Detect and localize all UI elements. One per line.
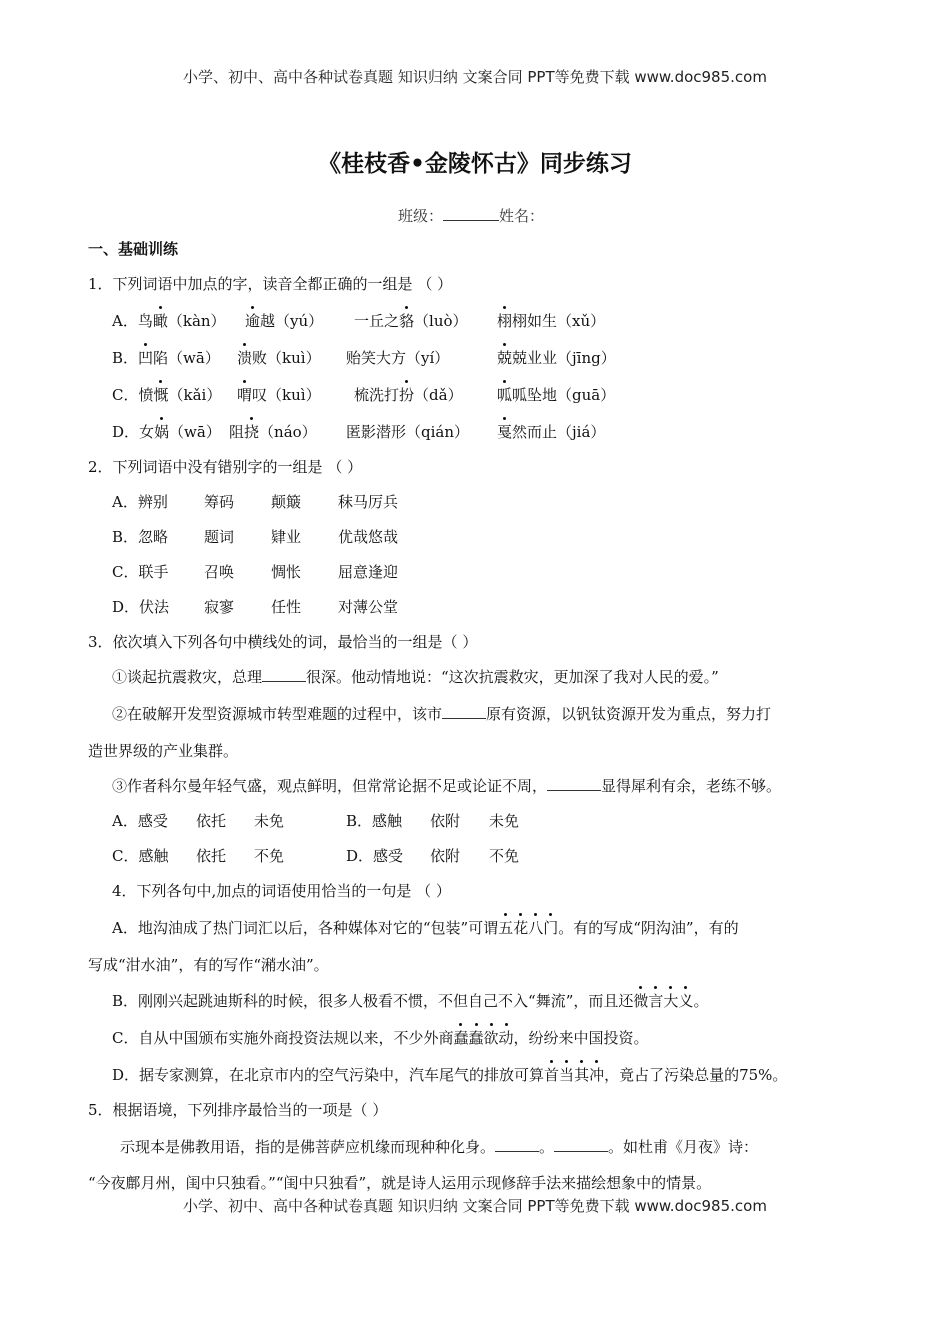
q1-option-c-4: 呱呱坠地（guā）: [497, 386, 616, 404]
q1-option-b-3: 贻笑大方（yí）: [346, 349, 450, 367]
q3-sentence-2: ②在破解开发型资源城市转型难题的过程中，该市 原有资源，以钒钛资源开发为重点，努力打: [112, 705, 772, 723]
page-title: 《桂枝香•金陵怀古》同步练习: [318, 151, 632, 177]
q2-d-3: 任性: [271, 598, 302, 616]
q5-blank-1: [495, 1137, 539, 1152]
q2-stem: 2．下列词语中没有错别字的一组是 （ ）: [88, 458, 363, 476]
q3-opt-a-2: 依托: [196, 812, 227, 830]
q3-sentence-1: ①谈起抗震救灾，总理 很深。他动情地说：“这次抗震救灾，更加深了我对人民的爱。”: [112, 668, 719, 686]
q3-opt-a-1: A．感受: [112, 812, 168, 830]
q3-blank-1: [262, 667, 306, 682]
q1-option-a: A．鸟瞰（kàn）: [112, 312, 226, 330]
q3-opt-c-2: 依托: [196, 847, 227, 865]
section-title-basic: 一、基础训练: [88, 240, 179, 258]
q3-opt-b-3: 未免: [489, 812, 520, 830]
q4-c-dotted-idiom: 蠢蠢欲动: [453, 1029, 514, 1047]
q5-stem: 5．根据语境，下列排序最恰当的一项是（ ）: [88, 1101, 388, 1119]
q1-option-c-2: 喟叹（kuì）: [237, 386, 321, 404]
class-label: 班级：: [398, 207, 444, 225]
q3-stem: 3．依次填入下列各句中横线处的词，最恰当的一组是（ ）: [88, 633, 478, 651]
q3-opt-b-1: B．感触: [346, 812, 403, 830]
q1-option-d-2: 阻挠（náo）: [229, 423, 317, 441]
q1-option-a-3: 一丘之貉（luò）: [354, 312, 468, 330]
q4-b-dotted-idiom: 微言大义: [633, 992, 694, 1010]
q4-option-c: C．自从中国颁布实施外商投资法规以来，不少外商蠢蠢欲动，纷纷来中国投资。: [112, 1029, 649, 1047]
q3-sentence-3: ③作者科尔曼年轻气盛，观点鲜明，但常常论据不足或论证不周， 显得犀利有余，老练不够。: [112, 777, 782, 795]
top-banner: 小学、初中、高中各种试卷真题 知识归纳 文案合同 PPT等免费下载 www.doc985.com: [183, 68, 767, 86]
q2-d-4: 对薄公堂: [338, 598, 399, 616]
q2-b-1: B．忽略: [112, 528, 169, 546]
q2-a-2: 筹码: [204, 493, 235, 511]
q2-b-2: 题词: [204, 528, 235, 546]
q1-option-b: B．凹陷（wā）: [112, 349, 220, 367]
q2-c-4: 屈意逢迎: [338, 563, 399, 581]
q3-sentence-2-cont: 造世界级的产业集群。: [88, 742, 239, 760]
q5-paragraph-2: “今夜鄜月州，闺中只独看。”“闺中只独看”，就是诗人运用示现修辞手法来描绘想象中的情景。: [88, 1174, 712, 1192]
q4-option-d: D．据专家测算，在北京市内的空气污染中，汽车尾气的排放可算首当其冲，竟占了污染总量的75%。: [112, 1066, 788, 1084]
q2-b-4: 优哉悠哉: [338, 528, 399, 546]
q3-blank-3: [547, 776, 601, 791]
q2-d-1: D．伏法: [112, 598, 170, 616]
q2-c-3: 惆怅: [271, 563, 302, 581]
q3-blank-2: [442, 704, 486, 719]
q3-opt-a-3: 未免: [254, 812, 285, 830]
q2-a-1: A．辨别: [112, 493, 168, 511]
q4-a-dotted-idiom: 五花八门: [498, 919, 559, 937]
q4-option-a-cont: 写成“泔水油”，有的写作“潲水油”。: [88, 956, 329, 974]
q4-stem: 4．下列各句中,加点的词语使用恰当的一句是 （ ）: [112, 882, 451, 900]
q2-b-3: 肄业: [271, 528, 302, 546]
q1-option-b-2: 溃败（kuì）: [237, 349, 321, 367]
q2-c-1: C．联手: [112, 563, 169, 581]
q1-option-a-4: 栩栩如生（xǔ）: [497, 312, 606, 330]
class-name-line: [398, 205, 544, 226]
q2-a-3: 颠簸: [271, 493, 302, 511]
q3-opt-c-3: 不免: [254, 847, 285, 865]
q3-opt-d-3: 不免: [489, 847, 520, 865]
q4-option-b: B．刚刚兴起跳迪斯科的时候，很多人极看不惯，不但自己不入“舞流”，而且还微言大义。: [112, 992, 709, 1010]
q5-paragraph-1: 示现本是佛教用语，指的是佛菩萨应机缘而现种种化身。 。 。如杜甫《月夜》诗：: [120, 1138, 759, 1156]
q4-d-dotted-idiom: 首当其冲: [544, 1066, 605, 1084]
q1-option-c-3: 梳洗打扮（dǎ）: [354, 386, 463, 404]
q1-option-a-2: 逾越（yú）: [245, 312, 324, 330]
name-label: 姓名：: [499, 207, 545, 225]
q1-option-d: D．女娲（wā）: [112, 423, 221, 441]
q1-option-d-4: 戛然而止（jiá）: [497, 423, 606, 441]
q3-opt-c-1: C．感触: [112, 847, 169, 865]
q3-opt-d-1: D．感受: [346, 847, 404, 865]
q1-option-c: C．愤慨（kǎi）: [112, 386, 222, 404]
bottom-banner: 小学、初中、高中各种试卷真题 知识归纳 文案合同 PPT等免费下载 www.doc985.com: [183, 1197, 767, 1215]
q1-stem: 1．下列词语中加点的字，读音全都正确的一组是 （ ）: [88, 275, 453, 293]
q3-opt-b-2: 依附: [430, 812, 461, 830]
q2-a-4: 秣马厉兵: [338, 493, 399, 511]
q4-option-a: A．地沟油成了热门词汇以后，各种媒体对它的“包装”可谓五花八门。有的写成“阴沟油”，有的: [112, 919, 739, 937]
q1-option-b-4: 兢兢业业（jīng）: [497, 349, 616, 367]
q5-blank-2: [554, 1137, 608, 1152]
class-blank: [443, 206, 499, 221]
q2-d-2: 寂寥: [204, 598, 235, 616]
q1-option-d-3: 匿影潜形（qián）: [346, 423, 470, 441]
q3-opt-d-2: 依附: [430, 847, 461, 865]
q2-c-2: 召唤: [204, 563, 235, 581]
